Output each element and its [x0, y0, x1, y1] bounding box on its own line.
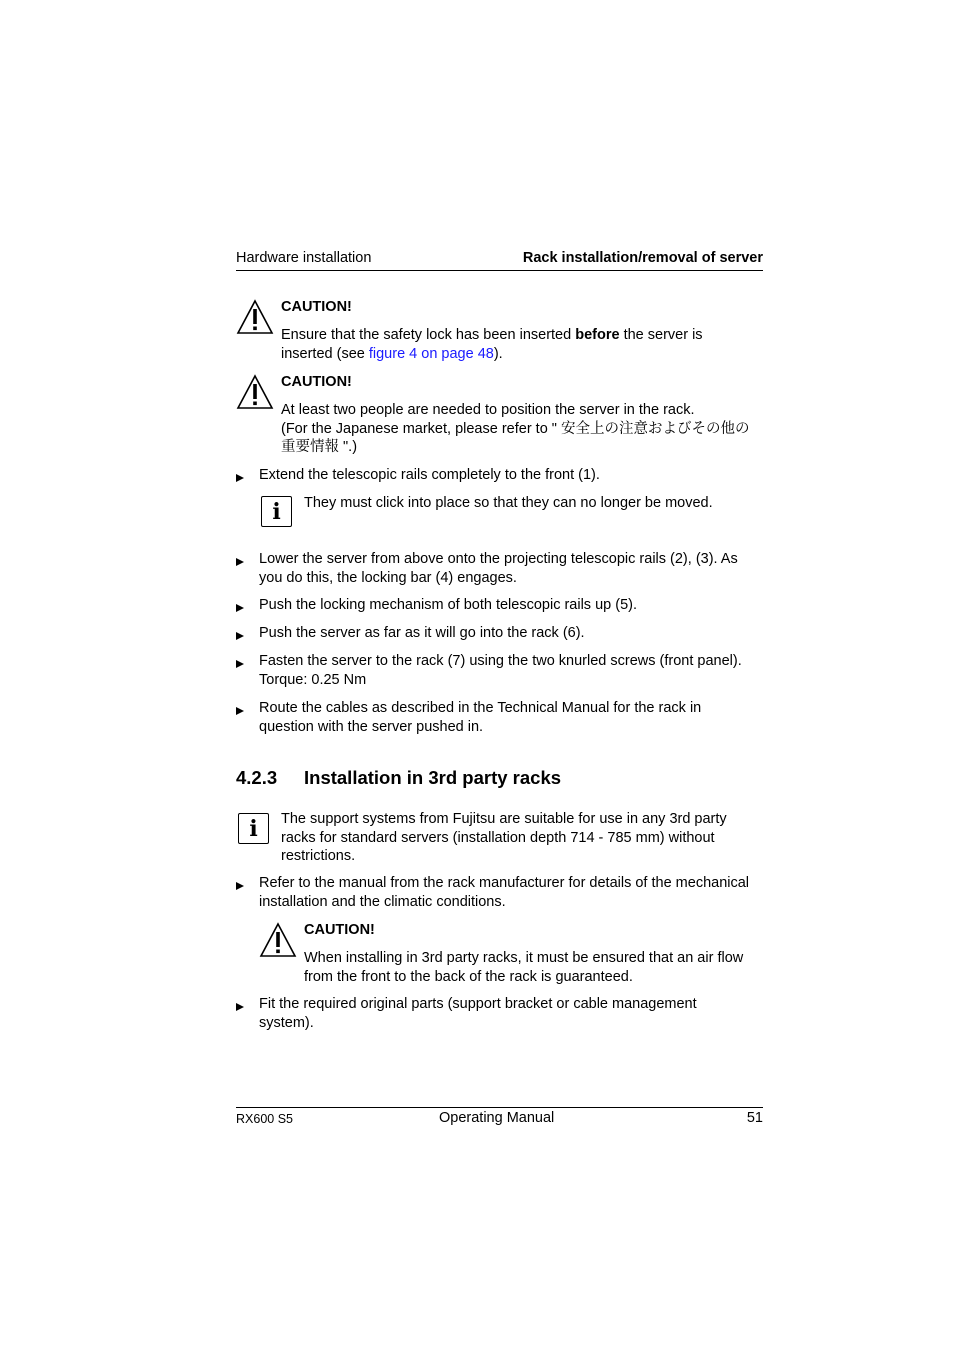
triangle-bullet-icon — [236, 656, 246, 666]
triangle-bullet-icon — [236, 554, 246, 564]
info-i-icon: i — [261, 496, 292, 527]
caution-text — [281, 401, 765, 457]
caution-line: inserted (see figure 4 on page 48). — [281, 345, 503, 362]
caution-title: CAUTION! — [281, 299, 352, 315]
triangle-bullet-icon — [236, 628, 246, 638]
triangle-bullet-icon — [236, 999, 246, 1009]
figure-reference-link[interactable]: figure 4 on page 48 — [368, 345, 494, 362]
step-text: Extend the telescopic rails completely to the front (1). — [259, 467, 600, 483]
step-text: Push the locking mechanism of both telescopic rails up (5). — [259, 597, 637, 613]
caution-text — [281, 326, 765, 363]
running-header-section: Rack installation/removal of server — [522, 250, 763, 266]
warning-triangle-icon — [259, 922, 297, 958]
step-text: Route the cables as described in the Technical Manual for the rack in question with the server pushed in. — [259, 700, 702, 735]
step-text: Fit the required original parts (support bracket or cable management system). — [259, 996, 697, 1031]
header-rule — [236, 270, 763, 271]
caution-line: 重要情報 ".) — [281, 439, 358, 455]
caution-title: CAUTION! — [304, 922, 375, 938]
warning-triangle-icon — [236, 299, 274, 335]
step-text: Refer to the manual from the rack manufacturer for details of the mechanical installation and the climatic conditions. — [259, 875, 750, 910]
step-text: Lower the server from above onto the projecting telescopic rails (2), (3). As you do this, the locking bar (4) engages. — [259, 551, 738, 586]
footer-manual-title: Operating Manual — [439, 1110, 555, 1126]
triangle-bullet-icon — [236, 470, 246, 480]
caution-title: CAUTION! — [281, 374, 352, 390]
footer-rule — [236, 1107, 763, 1108]
section-title: Installation in 3rd party racks — [304, 767, 562, 788]
triangle-bullet-icon — [236, 878, 246, 888]
caution-line: Ensure that the safety lock has been inserted before the server is — [281, 327, 703, 343]
section-number: 4.2.3 — [236, 767, 278, 788]
section-heading — [236, 767, 561, 789]
note-text: The support systems from Fujitsu are suitable for use in any 3rd party racks for standard servers (installation depth 714 - 785 mm) without restrictions. — [281, 811, 727, 864]
triangle-bullet-icon — [236, 600, 246, 610]
caution-text: When installing in 3rd party racks, it must be ensured that an air flow from the front to the back of the rack is guaranteed. — [304, 950, 744, 985]
step-text: Fasten the server to the rack (7) using the two knurled screws (front panel). Torque: 0.25 Nm — [259, 653, 742, 688]
step-text: Push the server as far as it will go into the rack (6). — [259, 625, 585, 641]
page-number: 51 — [746, 1110, 763, 1126]
warning-triangle-icon — [236, 374, 274, 410]
info-i-icon: i — [238, 813, 269, 844]
caution-line: (For the Japanese market, please refer to " 安全上の注意およびその他の — [281, 420, 750, 437]
running-header-chapter: Hardware installation — [236, 250, 372, 266]
caution-line: At least two people are needed to position the server in the rack. — [281, 402, 695, 418]
footer-product: RX600 S5 — [236, 1112, 293, 1126]
triangle-bullet-icon — [236, 703, 246, 713]
note-text: They must click into place so that they can no longer be moved. — [304, 495, 713, 511]
